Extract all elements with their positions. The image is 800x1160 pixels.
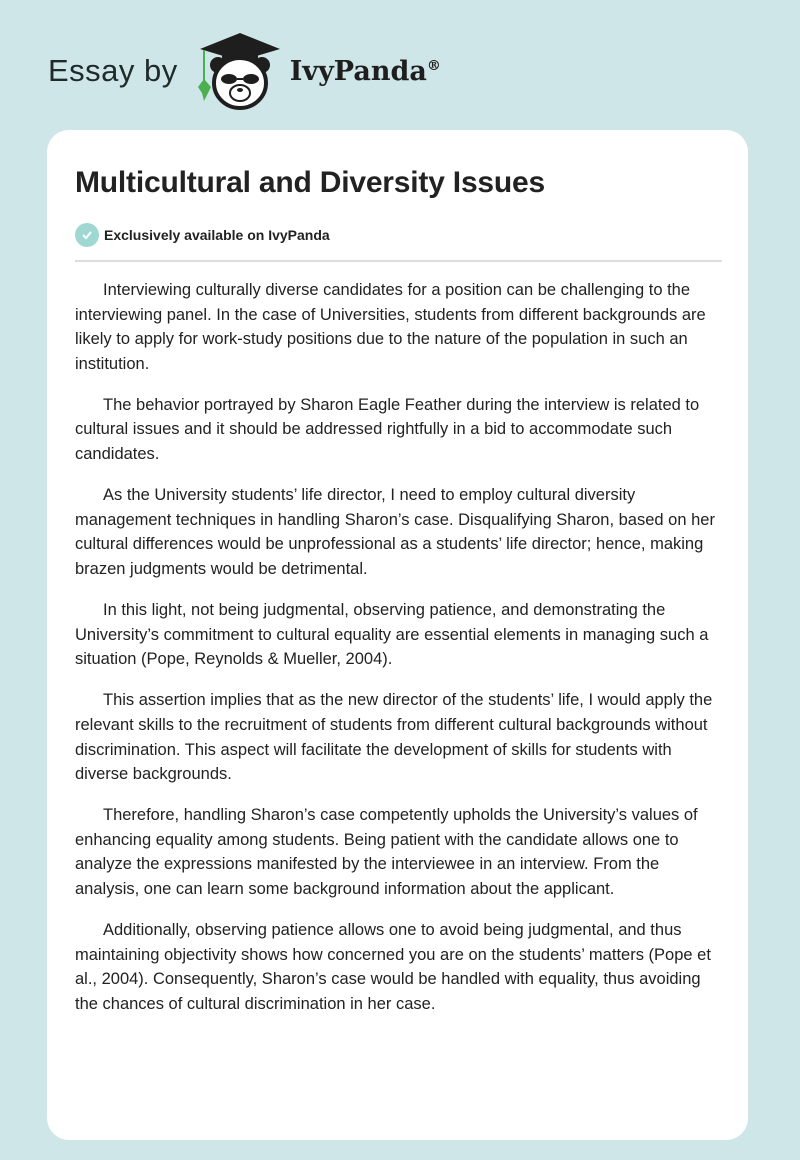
paragraph: Therefore, handling Sharon’s case competently upholds the University’s values of enhancing equality among students. Being patient with the candidate allows one to analyze the expressions manifested by the interviewee in an interview. From the analysis, one can learn some background information about the applicant. [75, 806, 698, 898]
badge-label: Exclusively available on IvyPanda [104, 227, 330, 243]
paragraph: Additionally, observing patience allows one to avoid being judgmental, and thus maintaining objectivity shows how concerned you are on the students’ matters (Pope et al., 2004). Consequently, Sharon’s case would be handled with equality, thus avoiding the chances of cultural discrimination in her case. [75, 921, 711, 1013]
ivypanda-logo-icon [196, 31, 284, 111]
divider [75, 260, 722, 262]
check-icon [75, 223, 99, 247]
essay-body [75, 278, 720, 1033]
paragraph: As the University students’ life director, I need to employ cultural diversity management techniques in handling Sharon’s case. Disqualifying Sharon, based on her cultural differences would be unprofessional as a students’ life director; hence, making brazen judgments would be detrimental. [75, 486, 715, 578]
exclusive-badge [75, 223, 330, 247]
paragraph: In this light, not being judgmental, observing patience, and demonstrating the University’s commitment to cultural equality are essential elements in managing such a situation (Pope, Reynolds & Mueller, 2004). [75, 601, 709, 669]
paragraph: The behavior portrayed by Sharon Eagle Feather during the interview is related to cultural issues and it should be addressed rightfully in a bid to accommodate such candidates. [75, 395, 700, 464]
paragraph: This assertion implies that as the new director of the students’ life, I would apply the relevant skills to the recruitment of students from different cultural backgrounds without discrimination. This aspect will facilitate the development of skills for students with diverse backgrounds. [75, 691, 713, 784]
page-title: Multicultural and Diversity Issues [75, 166, 546, 199]
essay-by-label: Essay by [48, 53, 178, 88]
paragraph: Interviewing culturally diverse candidates for a position can be challenging to the interviewing panel. In the case of Universities, students from different backgrounds are likely to apply for work-study positions due to the nature of the population in such an institution. [75, 281, 706, 373]
brand-name: IvyPanda® [289, 55, 441, 87]
site-header [48, 36, 441, 106]
essay-card [47, 130, 748, 1140]
